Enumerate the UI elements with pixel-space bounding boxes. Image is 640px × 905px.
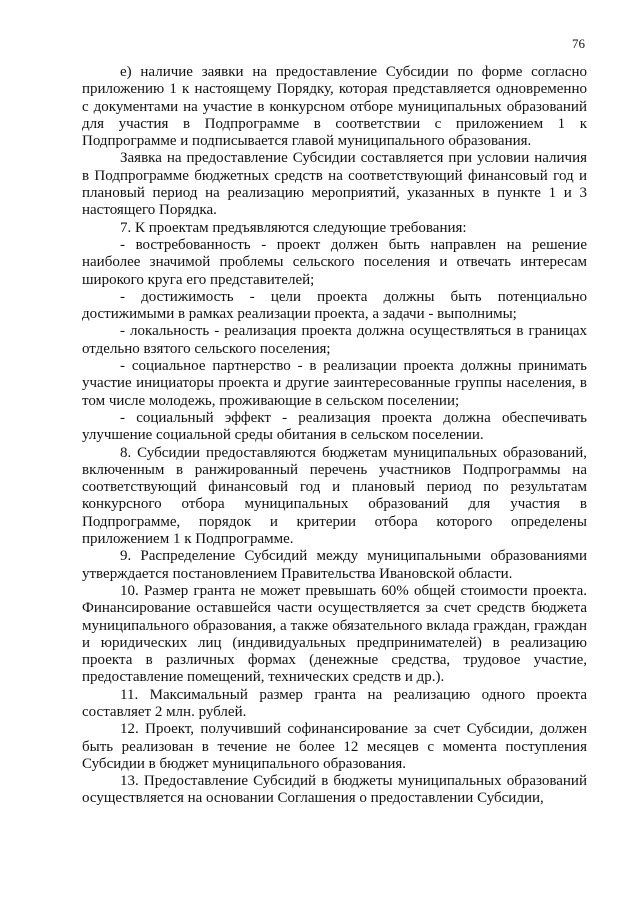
paragraph-application: Заявка на предоставление Субсидии составляется при условии наличия в Подпрограмме бюджетных средств на соответствующий финансовый год и плановый период на реализацию мероприятий, указанных в пункте 1 и 3 настоящего Порядка. [82, 150, 587, 219]
paragraph-13: 13. Предоставление Субсидий в бюджеты муниципальных образований осуществляется на основании Соглашения о предоставлении Субсидии, [82, 773, 587, 807]
requirement-partnership: - социальное партнерство - в реализации проекта должны принимать участие инициаторы проекта и другие заинтересованные группы населения, в том числе молодежь, проживающие в сельском поселении; [82, 358, 587, 409]
requirement-social-effect: - социальный эффект - реализация проекта должна обеспечивать улучшение социальной среды обитания в сельском поселении. [82, 409, 587, 444]
document-body [82, 64, 587, 808]
paragraph-12: 12. Проект, получивший софинансирование за счет Субсидии, должен быть реализован в течение не более 12 месяцев с момента поступления Субсидии в бюджет муниципального образования. [82, 721, 587, 772]
requirement-demand: - востребованность - проект должен быть направлен на решение наиболее значимой проблемы сельского поселения и отвечать интересам широкого круга его представителей; [82, 236, 587, 288]
paragraph-8: 8. Субсидии предоставляются бюджетам муниципальных образований, включенным в ранжированный перечень участников Подпрограммы на соответствующий финансовый год и плановый период по результатам конкурсного отбора муниципальных образований для участия в Подпрограмме, порядок и критерии отбора которого определены приложением 1 к Подпрограмме. [82, 444, 587, 548]
paragraph-11: 11. Максимальный размер гранта на реализацию одного проекта составляет 2 млн. рублей. [82, 686, 587, 720]
paragraph-7: 7. К проектам предъявляются следующие требования: [120, 219, 467, 236]
requirement-achievability: - достижимость - цели проекта должны быть потенциально достижимыми в рамках реализации проекта, а задачи - выполнимы; [82, 288, 587, 323]
page-number: 76 [572, 36, 585, 51]
paragraph-10: 10. Размер гранта не может превышать 60% общей стоимости проекта. Финансирование оставшейся части осуществляется за счет средств бюджета муниципального образования, а также обязательного вклада граждан, граждан и юридических лиц (индивидуальных предпринимателей) в реализацию проекта в различных формах (денежные средства, трудовое участие, предоставление помещений, технических средств и др.). [82, 582, 587, 686]
paragraph-item-e: е) наличие заявки на предоставление Субсидии по форме согласно приложению 1 к настоящему Порядку, которая представляется одновременно с документами на участие в конкурсном отборе муниципальных образований для участия в Подпрограмме в соответствии с приложением 1 к Подпрограмме и подписывается главой муниципального образования. [82, 64, 587, 150]
paragraph-9: 9. Распределение Субсидий между муниципальными образованиями утверждается постановлением Правительства Ивановской области. [82, 548, 587, 582]
requirement-locality: - локальность - реализация проекта должна осуществляться в границах отдельно взятого сельского поселения; [82, 323, 587, 357]
